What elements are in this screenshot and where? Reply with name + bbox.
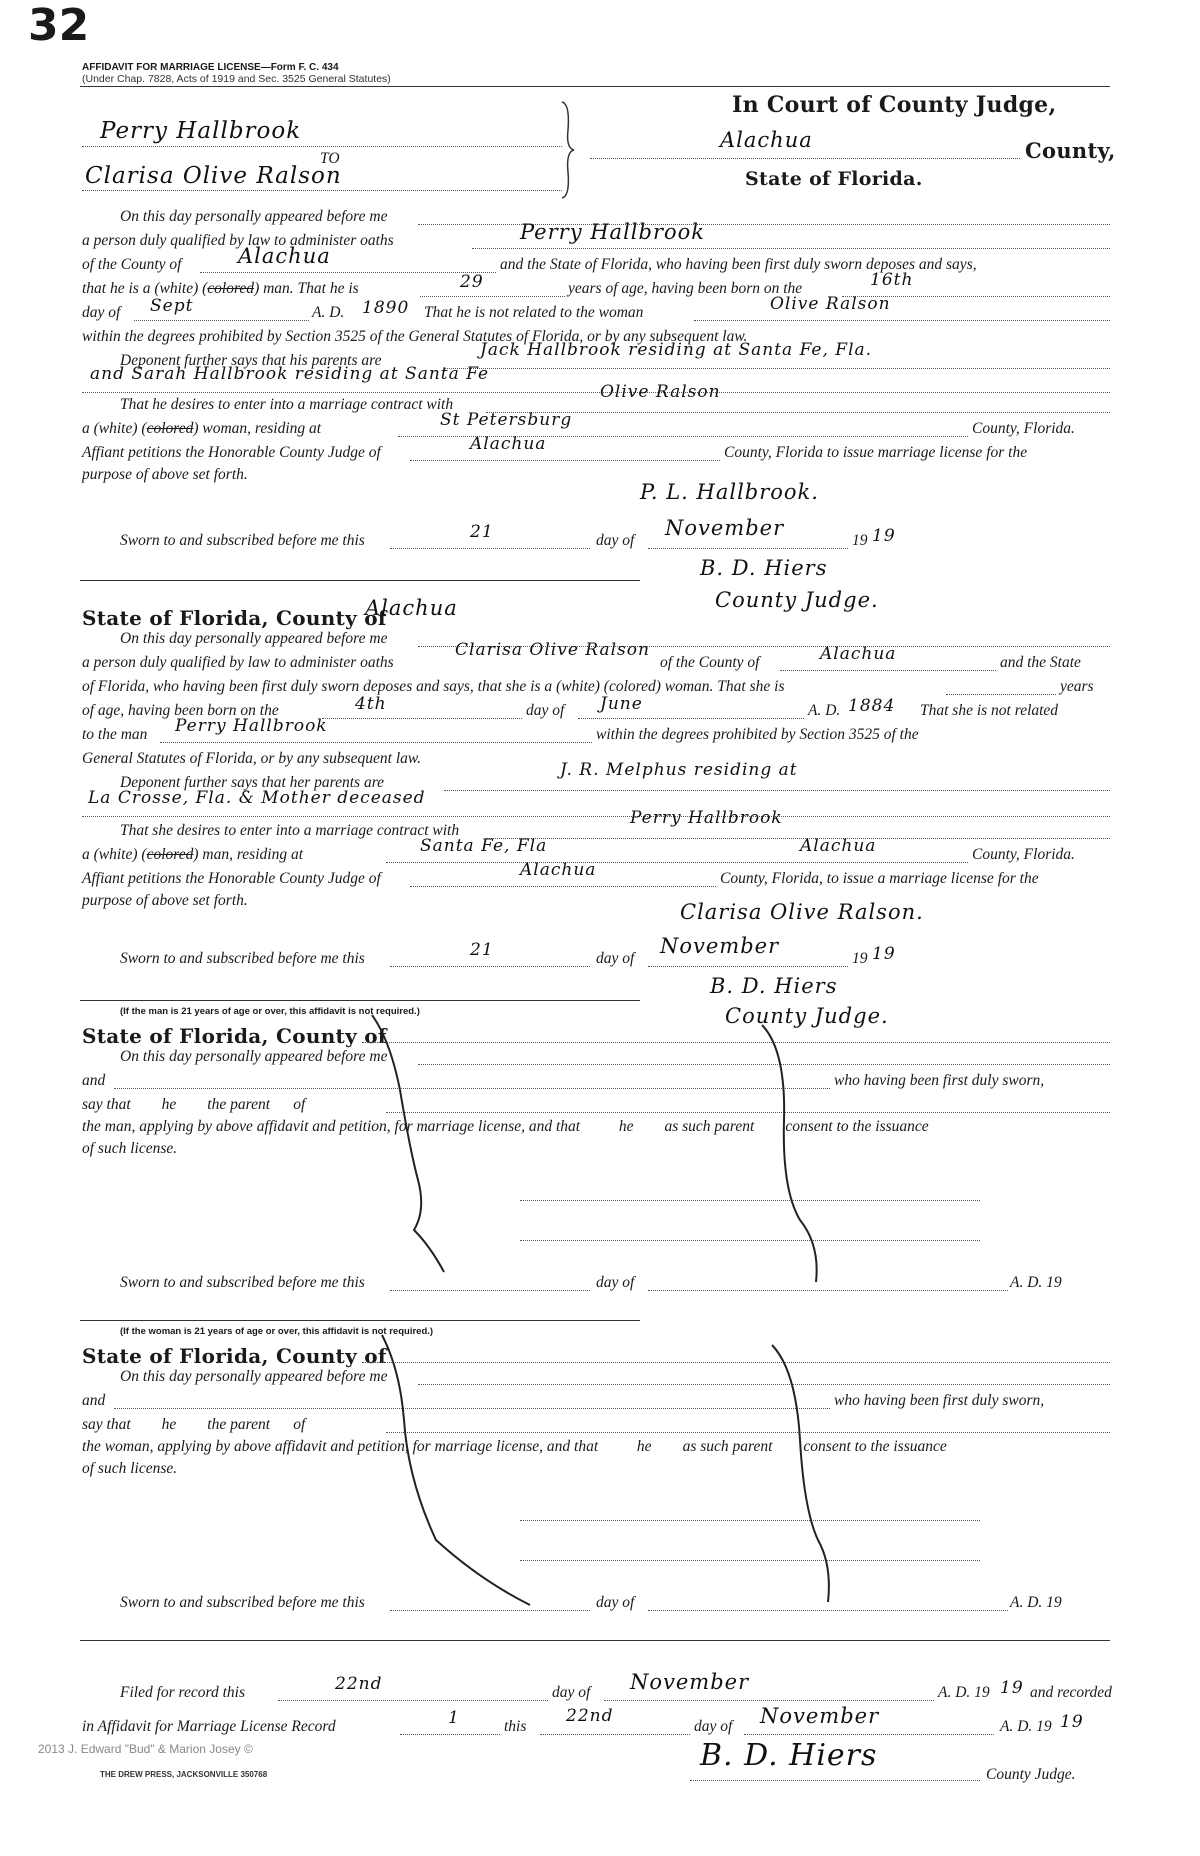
filing-year-2: 19 xyxy=(1060,1712,1084,1732)
court-county-label: County, xyxy=(1025,138,1116,163)
filing-l2d: A. D. 19 xyxy=(1000,1718,1052,1735)
filing-day-2: 22nd xyxy=(566,1706,614,1726)
s2-l5b: within the degrees prohibited by Section 3525 of the xyxy=(596,726,919,743)
s4-l2b: who having been first duly sworn, xyxy=(834,1392,1045,1409)
s2-l5a: to the man xyxy=(82,726,148,743)
s2-judge-sig: B. D. Hiers xyxy=(710,974,838,998)
s3-note: (If the man is 21 years of age or over, this affidavit is not required.) xyxy=(120,1006,420,1017)
groom-name: Perry Hallbrook xyxy=(100,118,302,144)
page-number: 32 xyxy=(28,0,90,51)
s2-sworn-year-hw: 19 xyxy=(872,944,896,964)
s1-l5a: day of xyxy=(82,304,121,321)
s2-l10: a (white) (colored) man, residing at xyxy=(82,846,304,863)
s1-l2: a person duly qualified by law to administer oaths xyxy=(82,232,394,249)
s4-l3: say that he the parent of xyxy=(82,1416,306,1433)
s2-birth-year: 1884 xyxy=(848,696,896,716)
s2-l4a: of age, having been born on the xyxy=(82,702,279,719)
s3-strike-line-1 xyxy=(370,1010,450,1280)
s2-heading-county: Alachua xyxy=(365,596,458,620)
s1-birth-day: 16th xyxy=(870,270,914,290)
s1-sworn-year: 19 xyxy=(852,532,868,549)
s1-birth-year: 1890 xyxy=(362,298,410,318)
s2-l6: General Statutes of Florida, or by any subsequent law. xyxy=(82,750,421,767)
s1-woman: Olive Ralson xyxy=(770,294,891,314)
court-county-value: Alachua xyxy=(720,128,813,152)
s2-l11a: Affiant petitions the Honorable County Judge of xyxy=(82,870,381,887)
court-state: State of Florida. xyxy=(745,168,923,190)
s2-birth-month: June xyxy=(600,694,643,714)
s2-sworn-a: Sworn to and subscribed before me this xyxy=(120,950,365,967)
s4-note: (If the woman is 21 years of age or over, this affidavit is not required.) xyxy=(120,1326,434,1337)
s1-l3a: of the County of xyxy=(82,256,182,273)
printer-imprint: THE DREW PRESS, JACKSONVILLE 350768 xyxy=(100,1770,268,1779)
s2-l4c: A. D. xyxy=(808,702,841,719)
s1-county: Alachua xyxy=(238,244,331,268)
s1-l3b: and the State of Florida, who having been first duly sworn deposes and says, xyxy=(500,256,977,273)
s2-signature: Clarisa Olive Ralson. xyxy=(680,900,924,924)
s3-l3: say that he the parent of xyxy=(82,1096,306,1113)
s4-l5: of such license. xyxy=(82,1460,178,1477)
form-subtitle: (Under Chap. 7828, Acts of 1919 and Sec. 3525 General Statutes) xyxy=(82,73,391,85)
s4-l2a: and xyxy=(82,1392,106,1409)
filing-l1a: Filed for record this xyxy=(120,1684,245,1701)
s3-heading: State of Florida, County of xyxy=(82,1024,387,1048)
filing-l2a: in Affidavit for Marriage License Record xyxy=(82,1718,336,1735)
s1-residence: St Petersburg xyxy=(440,410,573,430)
filing-judge-title: County Judge. xyxy=(986,1766,1076,1783)
s4-rule xyxy=(80,1640,1110,1641)
s1-l11b: County, Florida to issue marriage license for the xyxy=(724,444,1028,461)
s2-l4d: That she is not related xyxy=(920,702,1059,719)
s2-l3: of Florida, who having been first duly sworn deposes and says, that she is a (white) (colored) woman. That she is xyxy=(82,678,785,695)
s4-l1: On this day personally appeared before me xyxy=(120,1368,388,1385)
s1-l11a: Affiant petitions the Honorable County Judge of xyxy=(82,444,381,461)
s1-l4: that he is a (white) (colored) man. That he is xyxy=(82,280,359,297)
s2-rule xyxy=(80,1000,640,1001)
s1-parents-2: and Sarah Hallbrook residing at Santa Fe xyxy=(90,364,490,384)
s4-strike-line-2 xyxy=(770,1340,850,1610)
filing-l1b: day of xyxy=(552,1684,591,1701)
parties-to: TO xyxy=(320,150,340,167)
s2-l7: Deponent further says that her parents are xyxy=(120,774,385,791)
s3-sworn-c: A. D. 19 xyxy=(1010,1274,1062,1291)
s2-county: Alachua xyxy=(820,644,897,664)
s1-rule xyxy=(80,580,640,581)
s2-sworn-month: November xyxy=(660,934,780,958)
s4-strike-line-1 xyxy=(380,1330,540,1610)
s1-judge-sig: B. D. Hiers xyxy=(700,556,828,580)
filing-day: 22nd xyxy=(335,1674,383,1694)
s2-residence: Santa Fe, Fla xyxy=(420,836,548,856)
s2-heading: State of Florida, County of xyxy=(82,606,387,630)
s2-l11b: County, Florida, to issue a marriage license for the xyxy=(720,870,1039,887)
s1-l10c: County, Florida. xyxy=(972,420,1075,437)
filing-book: 1 xyxy=(448,1708,460,1728)
s1-l6: within the degrees prohibited by Section 3525 of the General Statutes of Florida, or by any subsequent law. xyxy=(82,328,748,345)
s1-age: 29 xyxy=(460,272,484,292)
filing-month: November xyxy=(630,1670,750,1694)
s1-signature: P. L. Hallbrook. xyxy=(640,480,819,504)
s3-l2b: who having been first duly sworn, xyxy=(834,1072,1045,1089)
s3-l4: the man, applying by above affidavit and petition, for marriage license, and that he as such parent consent to the issuance xyxy=(82,1118,929,1135)
s4-sworn-c: A. D. 19 xyxy=(1010,1594,1062,1611)
s1-l5b: A. D. xyxy=(312,304,345,321)
s4-l4: the woman, applying by above affidavit and petition, for marriage license, and that he as such parent consent to the issuance xyxy=(82,1438,947,1455)
s2-l12: purpose of above set forth. xyxy=(82,892,248,909)
s2-l2c: and the State xyxy=(1000,654,1081,671)
s2-parents-2: La Crosse, Fla. & Mother deceased xyxy=(88,788,426,808)
s3-rule xyxy=(80,1320,640,1321)
s1-l9: That he desires to enter into a marriage contract with xyxy=(120,396,454,413)
s4-heading: State of Florida, County of xyxy=(82,1344,387,1368)
filing-l1c: A. D. 19 xyxy=(938,1684,990,1701)
s1-sworn-b: day of xyxy=(596,532,635,549)
filing-l1d: and recorded xyxy=(1030,1684,1112,1701)
filing-l2b: this xyxy=(504,1718,527,1735)
s2-sworn-b: day of xyxy=(596,950,635,967)
filing-l2c: day of xyxy=(694,1718,733,1735)
s4-sworn-b: day of xyxy=(596,1594,635,1611)
s1-l1: On this day personally appeared before me xyxy=(120,208,388,225)
s2-l4b: day of xyxy=(526,702,565,719)
s1-sworn-month: November xyxy=(665,516,785,540)
s1-l7: Deponent further says that his parents are xyxy=(120,352,382,369)
s1-l4c: years of age, having been born on the xyxy=(568,280,803,297)
s3-l1: On this day personally appeared before me xyxy=(120,1048,388,1065)
s2-l10c: County, Florida. xyxy=(972,846,1075,863)
s2-birth-day: 4th xyxy=(355,694,387,714)
filing-month-2: November xyxy=(760,1704,880,1728)
bride-name: Clarisa Olive Ralson xyxy=(85,163,342,189)
s1-bride: Olive Ralson xyxy=(600,382,721,402)
s1-l12: purpose of above set forth. xyxy=(82,466,248,483)
s1-sworn-day: 21 xyxy=(470,522,494,542)
s3-sworn-b: day of xyxy=(596,1274,635,1291)
s1-l5c: That he is not related to the woman xyxy=(424,304,644,321)
court-title: In Court of County Judge, xyxy=(732,92,1057,118)
parties-brace xyxy=(560,100,580,200)
s2-man: Perry Hallbrook xyxy=(175,716,328,736)
s2-l2: a person duly qualified by law to administer oaths xyxy=(82,654,394,671)
s1-judge-title: County Judge. xyxy=(715,588,879,612)
s3-sworn-a: Sworn to and subscribed before me this xyxy=(120,1274,365,1291)
s3-l5: of such license. xyxy=(82,1140,178,1157)
s3-strike-line-2 xyxy=(760,1020,840,1290)
copyright-watermark: 2013 J. Edward "Bud" & Marion Josey © xyxy=(38,1742,253,1756)
s2-l3b: years xyxy=(1060,678,1094,695)
s1-petition-county: Alachua xyxy=(470,434,547,454)
s2-res-county: Alachua xyxy=(800,836,877,856)
s1-parents-1: Jack Hallbrook residing at Santa Fe, Fla. xyxy=(480,340,873,360)
s2-affiant-name: Clarisa Olive Ralson xyxy=(455,640,650,660)
s2-judge-title: County Judge. xyxy=(725,1004,889,1028)
filing-year: 19 xyxy=(1000,1678,1024,1698)
s2-groom: Perry Hallbrook xyxy=(630,808,783,828)
s2-sworn-day: 21 xyxy=(470,940,494,960)
s2-sworn-year: 19 xyxy=(852,950,868,967)
s4-sworn-a: Sworn to and subscribed before me this xyxy=(120,1594,365,1611)
s1-sworn-a: Sworn to and subscribed before me this xyxy=(120,532,365,549)
s2-l2b: of the County of xyxy=(660,654,760,671)
header-rule xyxy=(80,86,1110,87)
s2-petition-county: Alachua xyxy=(520,860,597,880)
s3-l2a: and xyxy=(82,1072,106,1089)
s1-affiant-name: Perry Hallbrook xyxy=(520,220,705,244)
s1-l10: a (white) (colored) woman, residing at xyxy=(82,420,322,437)
filing-judge-sig: B. D. Hiers xyxy=(700,1738,878,1773)
form-title: AFFIDAVIT FOR MARRIAGE LICENSE—Form F. C. 434 xyxy=(82,62,339,73)
s2-l1: On this day personally appeared before me xyxy=(120,630,388,647)
s2-parents-1: J. R. Melphus residing at xyxy=(560,760,798,780)
s2-l9: That she desires to enter into a marriage contract with xyxy=(120,822,460,839)
s1-birth-month: Sept xyxy=(150,296,194,316)
s1-sworn-year-hw: 19 xyxy=(872,526,896,546)
